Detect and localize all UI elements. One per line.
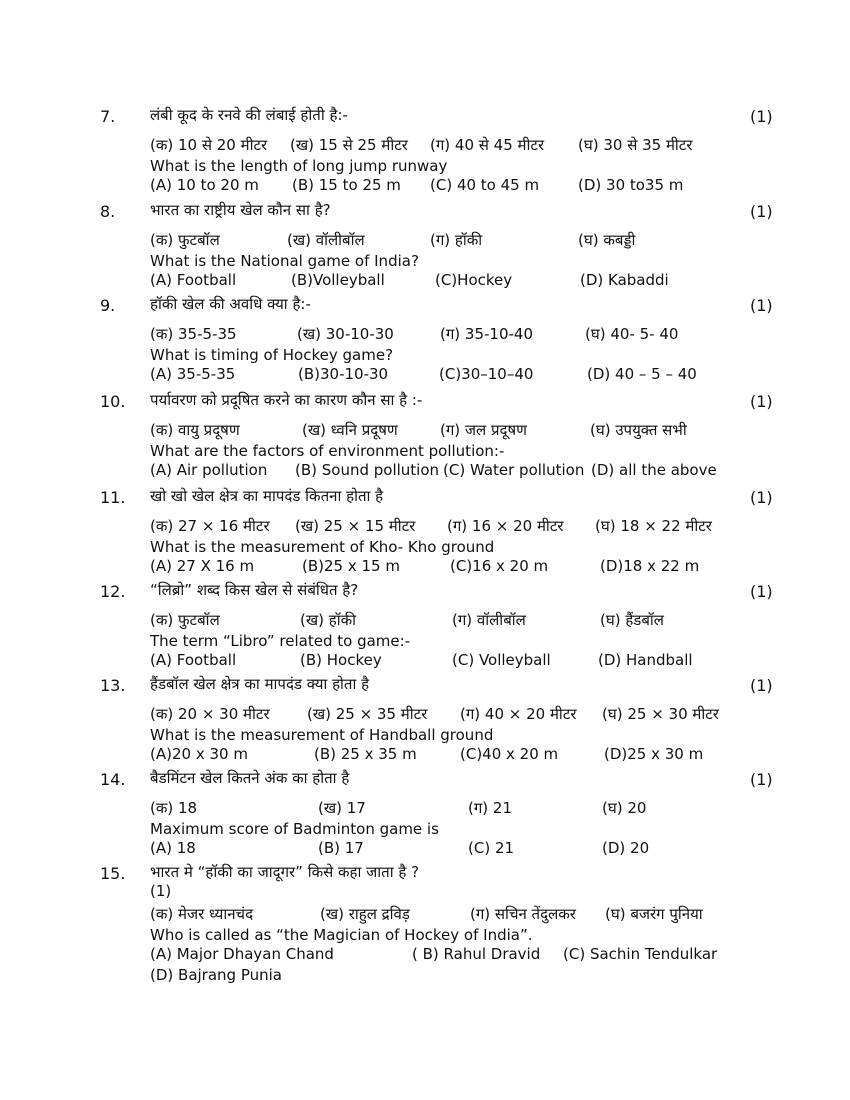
option-hindi: (क) मेजर ध्यानचंद bbox=[150, 905, 254, 923]
question-marks: (1) bbox=[750, 107, 773, 126]
option-english: (A)20 x 30 m bbox=[150, 745, 248, 763]
option-hindi: (ग) वॉलीबॉल bbox=[452, 611, 526, 629]
option-hindi: (घ) 40- 5- 40 bbox=[585, 325, 679, 343]
option-hindi: (घ) 30 से 35 मीटर bbox=[578, 136, 693, 154]
question-text-english: What is the National game of India? bbox=[150, 252, 419, 270]
option-hindi: (घ) 20 bbox=[602, 799, 647, 817]
question-text-hindi: बैडमिंटन खेल कितने अंक का होता है bbox=[150, 769, 350, 787]
option-english: (A) Air pollution bbox=[150, 461, 268, 479]
option-hindi: (ख) राहुल द्रविड़ bbox=[320, 905, 410, 923]
question-number: 12. bbox=[100, 582, 126, 601]
option-english: (B) 25 x 35 m bbox=[314, 745, 417, 763]
option-hindi: (क) फुटबॉल bbox=[150, 231, 220, 249]
option-english: (B)25 x 15 m bbox=[302, 557, 400, 575]
option-hindi: (घ) 25 × 30 मीटर bbox=[602, 705, 719, 723]
question-marks: (1) bbox=[750, 770, 773, 789]
option-hindi: (ग) 16 × 20 मीटर bbox=[447, 517, 564, 535]
question-text-hindi: पर्यावरण को प्रदूषित करने का कारण कौन सा है :- bbox=[150, 391, 423, 409]
option-english: (A) 27 X 16 m bbox=[150, 557, 255, 575]
question-marks: (1) bbox=[750, 392, 773, 411]
question-text-english: What is the measurement of Handball ground bbox=[150, 726, 494, 744]
option-hindi: (ख) वॉलीबॉल bbox=[287, 231, 365, 249]
option-english: (A) Football bbox=[150, 651, 237, 669]
option-hindi: (ख) 25 × 15 मीटर bbox=[295, 517, 416, 535]
option-hindi: (ग) 21 bbox=[468, 799, 513, 817]
option-hindi: (क) वायु प्रदूषण bbox=[150, 421, 240, 439]
option-english: (D) Handball bbox=[598, 651, 693, 669]
option-hindi: (ख) 15 से 25 मीटर bbox=[290, 136, 408, 154]
question-text-english: What are the factors of environment pollution:- bbox=[150, 442, 505, 460]
option-hindi: (ख) 30-10-30 bbox=[297, 325, 394, 343]
question-marks: (1) bbox=[750, 296, 773, 315]
question-text-english: Maximum score of Badminton game is bbox=[150, 820, 439, 838]
option-hindi: (ग) 40 × 20 मीटर bbox=[460, 705, 577, 723]
option-english: (C) Water pollution bbox=[443, 461, 585, 479]
option-english: (A) 10 to 20 m bbox=[150, 176, 259, 194]
option-english: (A) 35-5-35 bbox=[150, 365, 236, 383]
question-marks: (1) bbox=[750, 676, 773, 695]
option-hindi: (क) 18 bbox=[150, 799, 198, 817]
question-text-hindi: भारत मे “हॉकी का जादूगर” किसे कहा जाता है ? bbox=[150, 863, 420, 881]
option-hindi: (ग) 40 से 45 मीटर bbox=[430, 136, 545, 154]
option-english: (B)Volleyball bbox=[291, 271, 385, 289]
option-english: (C)16 x 20 m bbox=[450, 557, 549, 575]
option-hindi: (क) 20 × 30 मीटर bbox=[150, 705, 270, 723]
question-number: 7. bbox=[100, 107, 116, 126]
question-marks: (1) bbox=[150, 882, 172, 900]
option-english: (B) 15 to 25 m bbox=[292, 176, 401, 194]
question-text-hindi: लंबी कूद के रनवे की लंबाई होती है:- bbox=[150, 106, 348, 124]
option-english: (C) Sachin Tendulkar bbox=[563, 945, 718, 963]
option-english: (D) Kabaddi bbox=[580, 271, 669, 289]
question-text-english: What is timing of Hockey game? bbox=[150, 346, 394, 364]
question-text-hindi: हॉकी खेल की अवधि क्या है:- bbox=[150, 295, 311, 313]
option-hindi: (ख) हॉकी bbox=[300, 611, 356, 629]
question-number: 8. bbox=[100, 202, 116, 221]
question-number: 10. bbox=[100, 392, 126, 411]
option-hindi: (घ) कबड्डी bbox=[578, 231, 636, 249]
option-english: (C)30–10–40 bbox=[439, 365, 534, 383]
option-hindi: (ख) 25 × 35 मीटर bbox=[307, 705, 428, 723]
option-hindi: (ग) हॉकी bbox=[430, 231, 483, 249]
option-english: (B)30-10-30 bbox=[298, 365, 389, 383]
option-hindi: (घ) हैंडबॉल bbox=[600, 611, 664, 629]
option-hindi: (घ) बजरंग पुनिया bbox=[605, 905, 703, 923]
option-english: (C) 21 bbox=[468, 839, 515, 857]
option-english: (B) Hockey bbox=[300, 651, 382, 669]
question-text-english: Who is called as “the Magician of Hockey of India”. bbox=[150, 926, 533, 944]
question-marks: (1) bbox=[750, 582, 773, 601]
option-english: (A) Football bbox=[150, 271, 237, 289]
option-english: (D) Bajrang Punia bbox=[150, 966, 282, 984]
option-hindi: (ख) 17 bbox=[318, 799, 366, 817]
option-hindi: (क) 35-5-35 bbox=[150, 325, 237, 343]
option-english: (D) 30 to35 m bbox=[578, 176, 684, 194]
option-hindi: (घ) 18 × 22 मीटर bbox=[595, 517, 712, 535]
option-english: (C)Hockey bbox=[435, 271, 513, 289]
option-english: (D)18 x 22 m bbox=[600, 557, 700, 575]
question-text-english: The term “Libro” related to game:- bbox=[150, 632, 411, 650]
question-number: 11. bbox=[100, 488, 126, 507]
option-english: (D) 20 bbox=[602, 839, 650, 857]
option-hindi: (क) 27 × 16 मीटर bbox=[150, 517, 270, 535]
question-number: 9. bbox=[100, 296, 116, 315]
question-text-english: What is the length of long jump runway bbox=[150, 157, 448, 175]
question-text-hindi: खो खो खेल क्षेत्र का मापदंड कितना होता है bbox=[150, 487, 384, 505]
question-text-english: What is the measurement of Kho- Kho ground bbox=[150, 538, 495, 556]
option-english: (C) Volleyball bbox=[452, 651, 551, 669]
question-marks: (1) bbox=[750, 488, 773, 507]
question-text-hindi: “लिब्रो” शब्द किस खेल से संबंधित है? bbox=[150, 581, 359, 599]
option-hindi: (ग) 35-10-40 bbox=[440, 325, 534, 343]
question-number: 13. bbox=[100, 676, 126, 695]
question-number: 14. bbox=[100, 770, 126, 789]
option-english: (C)40 x 20 m bbox=[460, 745, 559, 763]
option-hindi: (ग) सचिन तेंदुलकर bbox=[470, 905, 576, 923]
option-hindi: (क) 10 से 20 मीटर bbox=[150, 136, 268, 154]
option-english: (D)25 x 30 m bbox=[604, 745, 704, 763]
question-text-hindi: भारत का राष्ट्रीय खेल कौन सा है? bbox=[150, 201, 331, 219]
question-text-hindi: हैंडबॉल खेल क्षेत्र का मापदंड क्या होता है bbox=[150, 675, 370, 693]
question-number: 15. bbox=[100, 864, 126, 883]
option-hindi: (घ) उपयुक्त सभी bbox=[590, 421, 687, 439]
option-hindi: (ख) ध्वनि प्रदूषण bbox=[302, 421, 398, 439]
option-hindi: (क) फुटबॉल bbox=[150, 611, 220, 629]
option-english: ( B) Rahul Dravid bbox=[412, 945, 541, 963]
option-english: (B) Sound pollution bbox=[295, 461, 440, 479]
option-english: (D) all the above bbox=[591, 461, 717, 479]
option-english: (A) Major Dhayan Chand bbox=[150, 945, 334, 963]
option-english: (C) 40 to 45 m bbox=[430, 176, 540, 194]
option-english: (A) 18 bbox=[150, 839, 196, 857]
option-hindi: (ग) जल प्रदूषण bbox=[440, 421, 528, 439]
question-marks: (1) bbox=[750, 202, 773, 221]
option-english: (D) 40 – 5 – 40 bbox=[587, 365, 697, 383]
option-english: (B) 17 bbox=[318, 839, 364, 857]
